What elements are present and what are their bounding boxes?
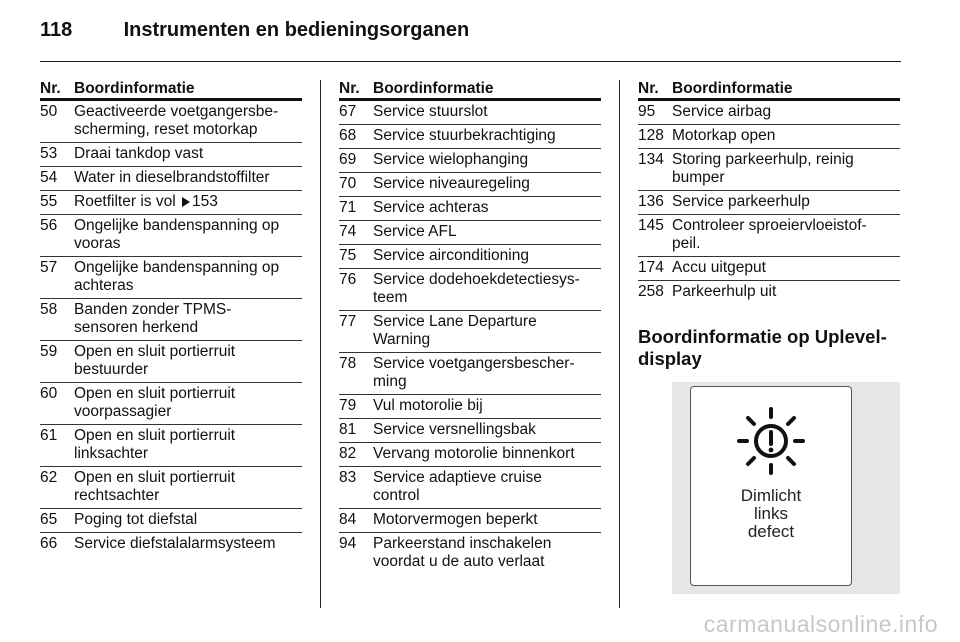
- table-row: [339, 245, 601, 269]
- message-text-cell: [672, 191, 900, 215]
- message-number: 95: [638, 101, 672, 125]
- display-illustration: [672, 382, 900, 594]
- message-number: 83: [339, 467, 373, 509]
- message-text-cell: [373, 125, 601, 149]
- table-row: [40, 509, 302, 533]
- message-text-cell: [373, 221, 601, 245]
- table-row: [339, 419, 601, 443]
- message-text: Open en sluit portierruit rechtsachter: [74, 469, 236, 504]
- message-number: 78: [339, 353, 373, 395]
- message-number: 77: [339, 311, 373, 353]
- header-nr: Nr.: [339, 80, 360, 97]
- header-nr: Nr.: [638, 80, 659, 97]
- header-label: Boordinformatie: [672, 80, 793, 97]
- message-text-cell: [373, 149, 601, 173]
- message-number: 65: [40, 509, 74, 533]
- message-number: 81: [339, 419, 373, 443]
- table-row: [40, 533, 302, 557]
- column-header: [638, 80, 900, 101]
- message-number: 134: [638, 149, 672, 191]
- header-nr: Nr.: [40, 80, 61, 97]
- message-text-cell: [74, 191, 302, 215]
- message-text: Service parkeerhulp: [672, 193, 810, 210]
- table-row: [40, 191, 302, 215]
- message-text-cell: [74, 425, 302, 467]
- table-row: [339, 125, 601, 149]
- display-message: Dimlicht links defect: [740, 486, 802, 541]
- message-text-cell: [373, 311, 601, 353]
- message-text: Parkeerhulp uit: [672, 283, 777, 300]
- table-row: [339, 467, 601, 509]
- table-row: [40, 101, 302, 143]
- column-divider: [619, 80, 620, 608]
- column-divider: [320, 80, 321, 608]
- message-number: 67: [339, 101, 373, 125]
- message-number: 258: [638, 283, 664, 300]
- message-text: Poging tot diefstal: [74, 511, 198, 528]
- table-row: [339, 395, 601, 419]
- header-rule: [40, 61, 901, 62]
- table-row: [638, 149, 900, 191]
- message-text: Service achteras: [373, 199, 489, 216]
- header-label: Boordinformatie: [74, 80, 195, 97]
- message-number: 53: [40, 143, 74, 167]
- message-number: 76: [339, 269, 373, 311]
- message-number: 68: [339, 125, 373, 149]
- message-text-cell: [373, 443, 601, 467]
- message-text: Vul motorolie bij: [373, 397, 483, 414]
- message-text-cell: [74, 467, 302, 509]
- message-text: Vervang motorolie binnenkort: [373, 445, 575, 462]
- message-text: Service voetgangersbescher- ming: [373, 355, 575, 390]
- message-text: Service versnellingsbak: [373, 421, 536, 438]
- table-row: [40, 257, 302, 299]
- message-table: [339, 101, 601, 574]
- message-text: Open en sluit portierruit linksachter: [74, 427, 236, 462]
- message-number: 74: [339, 221, 373, 245]
- message-text: Service airbag: [672, 103, 772, 120]
- table-row: [339, 101, 601, 125]
- message-text-cell: [373, 197, 601, 221]
- page-reference[interactable]: 153: [191, 193, 218, 210]
- table-row: [638, 191, 900, 215]
- message-text: Storing parkeerhulp, reinig bumper: [672, 151, 854, 186]
- message-number: 69: [339, 149, 373, 173]
- message-number: 58: [40, 299, 74, 341]
- table-row: [40, 215, 302, 257]
- message-text-cell: [672, 281, 900, 305]
- section-title: Boordinformatie op Uplevel- display: [638, 326, 887, 369]
- display-screen: [690, 386, 852, 586]
- message-text-cell: [373, 173, 601, 197]
- message-text: Ongelijke bandenspanning op achteras: [74, 259, 280, 294]
- message-table: [638, 101, 900, 304]
- message-text: Service adaptieve cruise control: [373, 469, 542, 504]
- message-text-cell: [373, 101, 601, 125]
- message-number: 50: [40, 101, 74, 143]
- table-row: [638, 281, 900, 305]
- message-text-cell: [373, 419, 601, 443]
- message-text-cell: [373, 269, 601, 311]
- message-text: Roetfilter is vol: [74, 193, 176, 210]
- message-text: Open en sluit portierruit bestuurder: [74, 343, 236, 378]
- table-row: [339, 311, 601, 353]
- table-row: [339, 353, 601, 395]
- message-number: 60: [40, 383, 74, 425]
- page-number: 118: [40, 19, 73, 41]
- message-text: Service wielophanging: [373, 151, 529, 168]
- table-row: [40, 143, 302, 167]
- message-text: Motorkap open: [672, 127, 776, 144]
- table-row: [339, 149, 601, 173]
- message-text: Open en sluit portierruit voorpassagier: [74, 385, 236, 420]
- table-row: [339, 173, 601, 197]
- message-text-cell: [672, 149, 900, 191]
- message-number: 59: [40, 341, 74, 383]
- table-row: [40, 167, 302, 191]
- table-row: [339, 509, 601, 533]
- message-text-cell: [672, 215, 900, 257]
- message-text: Controleer sproeiervloeistof- peil.: [672, 217, 867, 252]
- message-text: Service airconditioning: [373, 247, 529, 264]
- table-row: [40, 299, 302, 341]
- table-row: [638, 125, 900, 149]
- message-text-cell: [74, 167, 302, 191]
- table-row: [339, 269, 601, 311]
- message-text: Ongelijke bandenspanning op vooras: [74, 217, 280, 252]
- page-title: Instrumenten en bedieningsorganen: [123, 19, 470, 41]
- message-text-cell: [74, 383, 302, 425]
- message-number: 55: [40, 191, 74, 215]
- message-text: Parkeerstand inschakelen voordat u de auto verlaat: [373, 535, 552, 570]
- message-text-cell: [74, 509, 302, 533]
- message-number: 57: [40, 257, 74, 299]
- message-text: Draai tankdop vast: [74, 145, 204, 162]
- message-text-cell: [74, 257, 302, 299]
- message-text-cell: [373, 395, 601, 419]
- message-text-cell: [74, 143, 302, 167]
- message-text-cell: [672, 101, 900, 125]
- message-text: Geactiveerde voetgangersbe- scherming, reset motorkap: [74, 103, 279, 138]
- message-text: Banden zonder TPMS- sensoren herkend: [74, 301, 232, 336]
- message-table: [40, 101, 302, 556]
- message-number: 128: [638, 125, 672, 149]
- message-text: Water in dieselbrandstoffilter: [74, 169, 270, 186]
- message-text-cell: [373, 245, 601, 269]
- message-text-cell: [373, 467, 601, 509]
- message-text-cell: [373, 533, 601, 575]
- message-number: 54: [40, 167, 74, 191]
- message-number: 56: [40, 215, 74, 257]
- table-row: [339, 197, 601, 221]
- message-text: Service dodehoekdetectiesys- teem: [373, 271, 580, 306]
- message-number: 75: [339, 245, 373, 269]
- message-text-cell: [373, 509, 601, 533]
- message-number: 145: [638, 215, 672, 257]
- table-row: [638, 101, 900, 125]
- table-row: [638, 257, 900, 281]
- column-2: [339, 80, 601, 574]
- message-text-cell: [74, 215, 302, 257]
- message-number: 174: [638, 257, 672, 281]
- message-number: 136: [638, 191, 672, 215]
- message-text-cell: [672, 257, 900, 281]
- table-row: [40, 383, 302, 425]
- message-number: 84: [339, 509, 373, 533]
- message-text: Motorvermogen beperkt: [373, 511, 538, 528]
- message-text: Service AFL: [373, 223, 457, 240]
- column-header: [339, 80, 601, 101]
- message-text-cell: [373, 353, 601, 395]
- header-label: Boordinformatie: [373, 80, 494, 97]
- table-row: [339, 443, 601, 467]
- table-row: [40, 425, 302, 467]
- page-header: [40, 19, 469, 42]
- message-text-cell: [74, 341, 302, 383]
- message-number: 70: [339, 173, 373, 197]
- column-3: [638, 80, 900, 370]
- watermark: carmanualsonline.info: [703, 611, 938, 637]
- message-text: Service diefstalalarmsysteem: [74, 535, 276, 552]
- message-text-cell: [74, 533, 302, 557]
- column-1: [40, 80, 302, 556]
- table-row: [40, 341, 302, 383]
- message-text: Service niveauregeling: [373, 175, 530, 192]
- message-text: Service stuurslot: [373, 103, 488, 120]
- message-text: Service Lane Departure Warning: [373, 313, 537, 348]
- arrow-right-icon: [182, 197, 190, 207]
- message-number: 61: [40, 425, 74, 467]
- message-number: 94: [339, 535, 357, 552]
- message-text: Accu uitgeput: [672, 259, 766, 276]
- message-text-cell: [672, 125, 900, 149]
- table-row: [339, 533, 601, 575]
- bulb-warning-icon: [735, 405, 807, 477]
- message-number: 82: [339, 443, 373, 467]
- column-header: [40, 80, 302, 101]
- message-number: 62: [40, 467, 74, 509]
- message-text-cell: [74, 101, 302, 143]
- message-number: 71: [339, 197, 373, 221]
- table-row: [40, 467, 302, 509]
- message-number: 66: [40, 535, 58, 552]
- table-row: [638, 215, 900, 257]
- table-row: [339, 221, 601, 245]
- message-text-cell: [74, 299, 302, 341]
- message-text: Service stuurbekrachtiging: [373, 127, 556, 144]
- message-number: 79: [339, 395, 373, 419]
